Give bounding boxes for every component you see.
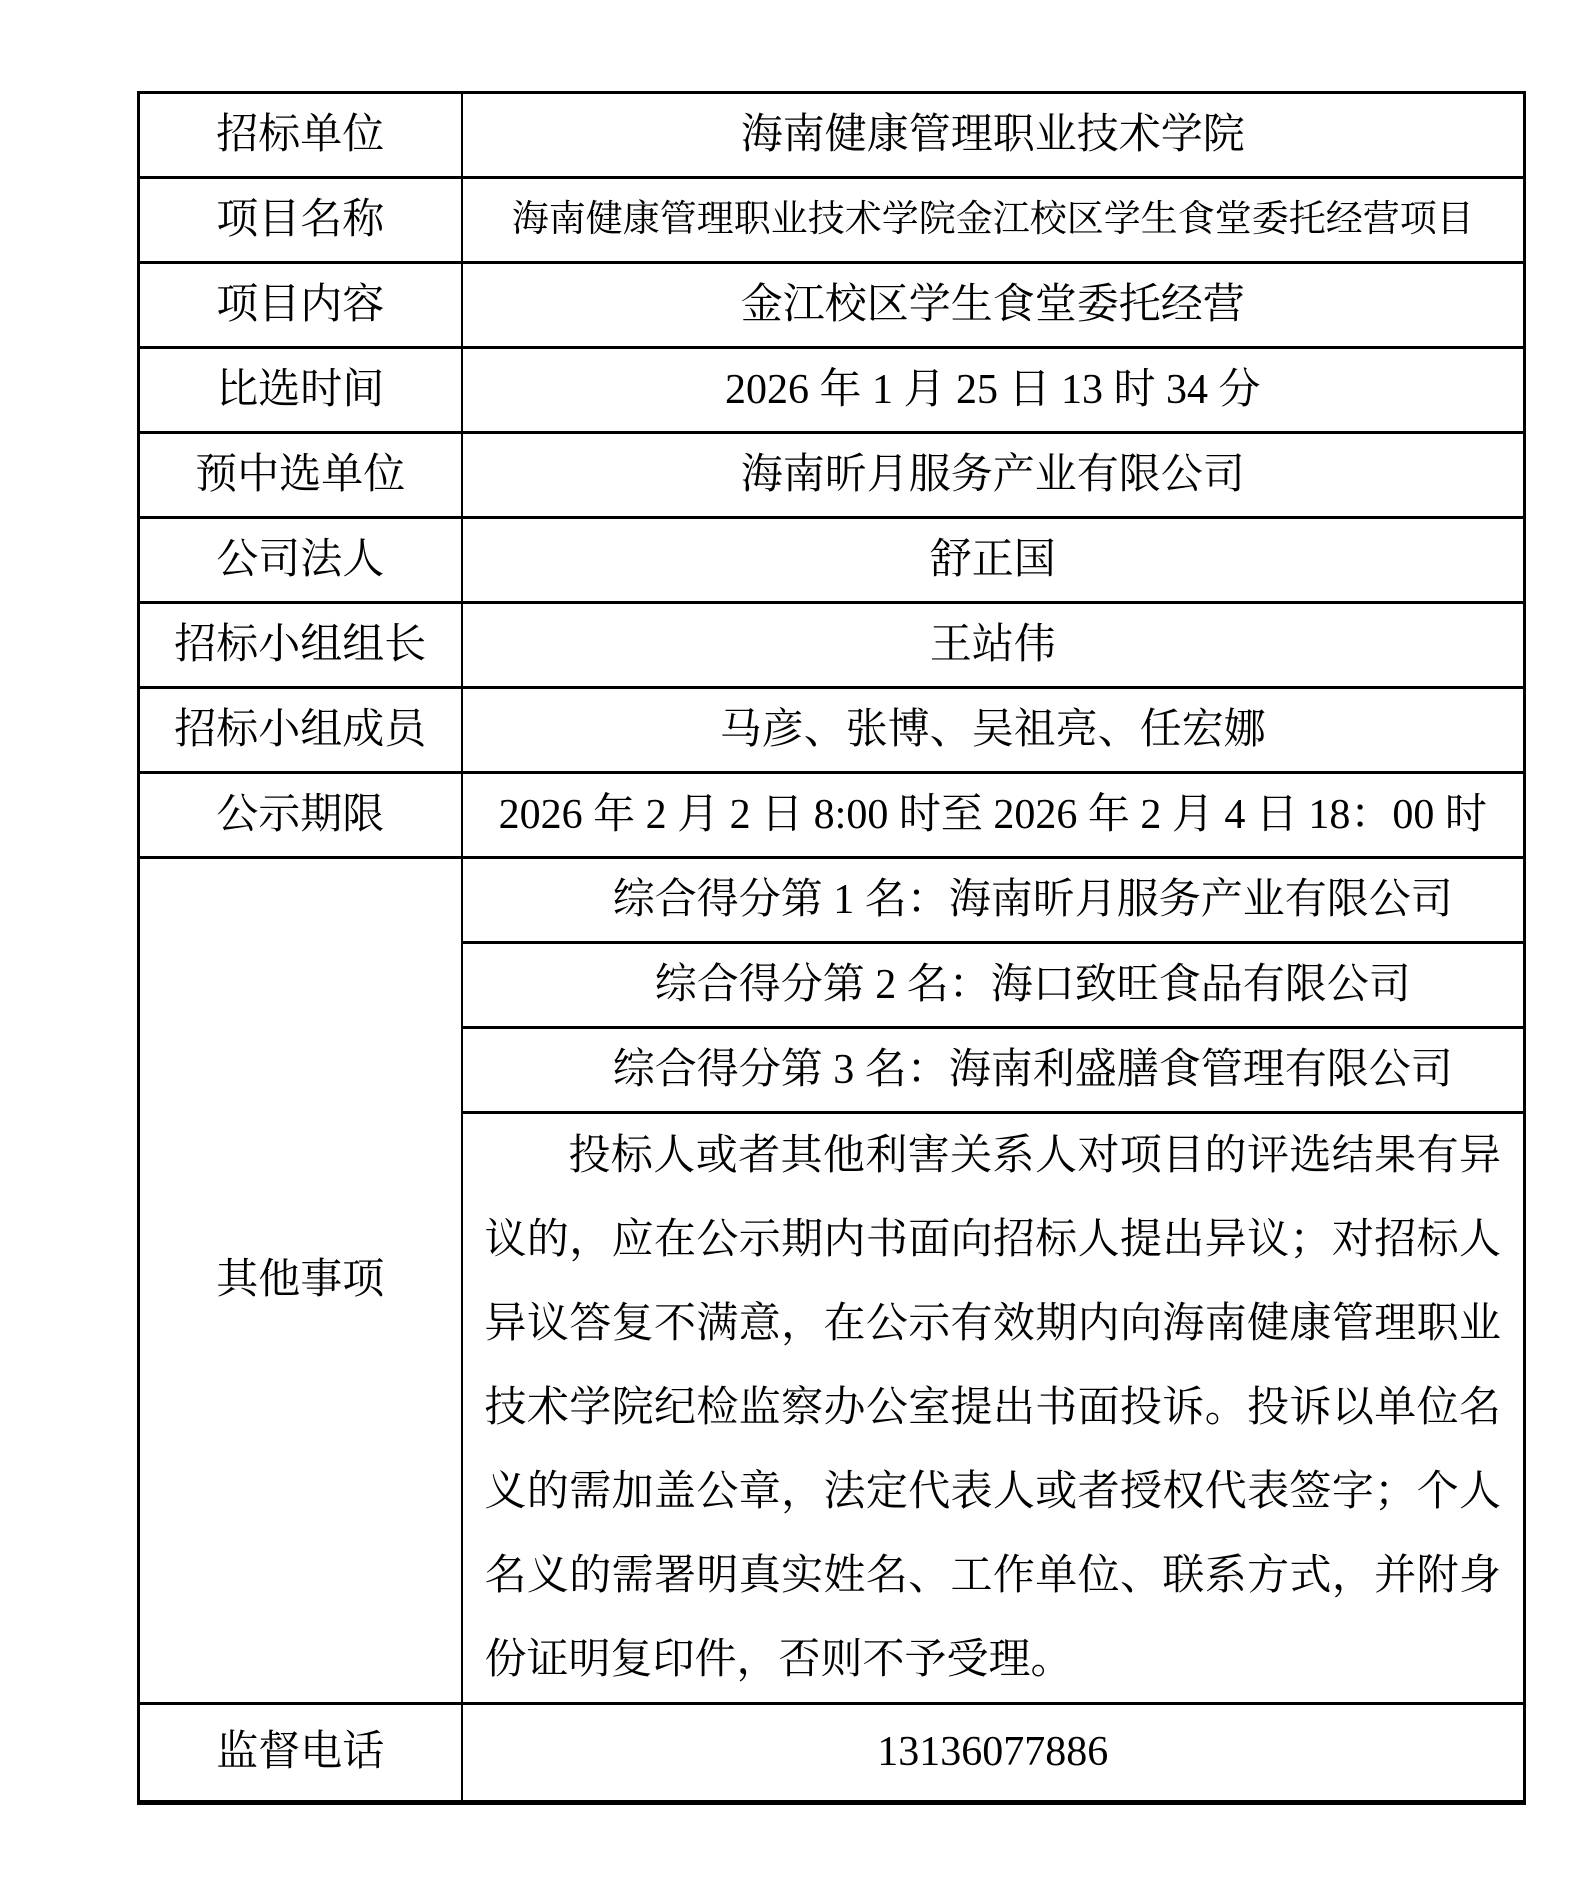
row-score-rank-1 [139, 858, 1525, 943]
score-rank-3-value: 综合得分第 3 名：海南利盛膳食管理有限公司 [462, 1028, 1525, 1113]
project-content-value: 金江校区学生食堂委托经营 [462, 263, 1525, 348]
objection-notice-text: 投标人或者其他利害关系人对项目的评选结果有异议的，应在公示期内书面向招标人提出异议；对招标人异议答复不满意，在公示有效期内向海南健康管理职业技术学院纪检监察办公室提出书面投诉。投诉以单位名义的需加盖公章，法定代表人或者授权代表签字；个人名义的需署明真实姓名、工作单位、联系方式，并附身份证明复印件，否则不予受理。 [462, 1113, 1525, 1704]
row-group-members [139, 688, 1525, 773]
row-supervision-phone [139, 1704, 1525, 1803]
legal-person-value: 舒正国 [462, 518, 1525, 603]
selection-time-value: 2026 年 1 月 25 日 13 时 34 分 [462, 348, 1525, 433]
supervision-phone-value: 13136077886 [462, 1704, 1525, 1803]
row-publicity-period [139, 773, 1525, 858]
row-selection-time [139, 348, 1525, 433]
row-group-leader [139, 603, 1525, 688]
group-members-value: 马彦、张博、吴祖亮、任宏娜 [462, 688, 1525, 773]
row-legal-person [139, 518, 1525, 603]
row-project-content [139, 263, 1525, 348]
other-matters-label: 其他事项 [139, 858, 462, 1704]
pre-selected-unit-value: 海南昕月服务产业有限公司 [462, 433, 1525, 518]
selection-time-label: 比选时间 [139, 348, 462, 433]
project-name-value: 海南健康管理职业技术学院金江校区学生食堂委托经营项目 [462, 178, 1525, 263]
row-project-name [139, 178, 1525, 263]
group-leader-label: 招标小组组长 [139, 603, 462, 688]
pre-selected-unit-label: 预中选单位 [139, 433, 462, 518]
score-rank-1-value: 综合得分第 1 名：海南昕月服务产业有限公司 [462, 858, 1525, 943]
row-bidding-unit [139, 93, 1525, 178]
supervision-phone-label: 监督电话 [139, 1704, 462, 1803]
bidding-unit-label: 招标单位 [139, 93, 462, 178]
row-pre-selected-unit [139, 433, 1525, 518]
score-rank-2-value: 综合得分第 2 名：海口致旺食品有限公司 [462, 943, 1525, 1028]
legal-person-label: 公司法人 [139, 518, 462, 603]
bidding-unit-value: 海南健康管理职业技术学院 [462, 93, 1525, 178]
publicity-period-label: 公示期限 [139, 773, 462, 858]
project-content-label: 项目内容 [139, 263, 462, 348]
group-members-label: 招标小组成员 [139, 688, 462, 773]
tender-announcement-table [137, 91, 1526, 1805]
project-name-label: 项目名称 [139, 178, 462, 263]
group-leader-value: 王站伟 [462, 603, 1525, 688]
publicity-period-value: 2026 年 2 月 2 日 8:00 时至 2026 年 2 月 4 日 18：00 时 [462, 773, 1525, 858]
